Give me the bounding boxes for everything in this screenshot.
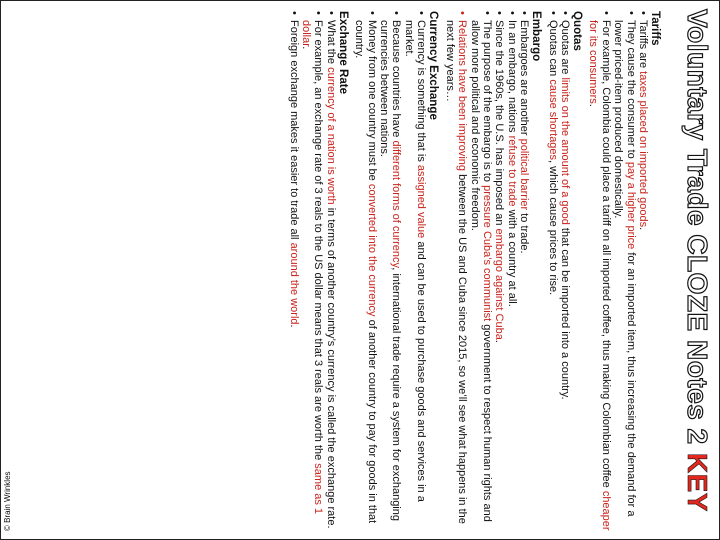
cloze-answer: currency of a nation is worth <box>324 67 337 205</box>
cloze-answer: cause shortages <box>546 79 559 161</box>
note-text: Quotas are <box>558 20 571 78</box>
note-text: to trade. <box>518 210 531 254</box>
bullet-item <box>287 11 299 533</box>
cloze-answer: pay a higher price <box>624 161 637 250</box>
bullet-item <box>546 11 558 533</box>
note-text: Embargoes are another <box>518 20 531 139</box>
bullet-item <box>505 11 517 533</box>
cloze-answer: different forms of currency <box>390 140 403 268</box>
bullet-item <box>493 11 505 533</box>
title-text: Voluntary Trade CLOZE Notes 2 <box>682 9 713 453</box>
rotated-slide-content <box>1 1 720 540</box>
bullet-item <box>324 11 336 533</box>
note-text: . <box>287 324 300 328</box>
note-text: of another country to pay for goods in that country. <box>353 20 378 524</box>
note-text: What the <box>324 20 337 68</box>
cloze-answer: cheaper for its consumers <box>587 20 612 531</box>
note-text: in terms of another country’s currency is called the exchange rate. <box>324 204 337 529</box>
cloze-answer: limits on the amount of a good <box>558 77 571 225</box>
note-text: . <box>587 103 600 107</box>
section-tariffs <box>587 11 662 533</box>
note-text: Tariffs are <box>637 20 649 72</box>
note-text: . <box>637 227 649 231</box>
cloze-answer: same as 1 dollar <box>300 20 325 515</box>
note-text: The purpose of the embargo is to <box>480 20 493 186</box>
section-currency-exchange <box>353 11 440 533</box>
bullet-item <box>559 11 571 533</box>
note-text: Foreign exchange makes it easier to trade all <box>287 20 300 243</box>
bullet-item <box>403 11 428 533</box>
note-text: that can be imported into a country. <box>558 224 571 400</box>
section-exchange-rate <box>287 11 350 533</box>
bullet-item <box>443 11 468 533</box>
cloze-answer: assigned value <box>415 164 428 239</box>
section-heading: Currency Exchange <box>427 11 441 120</box>
section-heading: Embargo <box>530 11 544 62</box>
title-key: KEY <box>682 452 713 512</box>
note-text: with a country at all. <box>505 206 518 307</box>
cloze-answer: converted into the currency <box>365 183 378 317</box>
note-text: . <box>300 46 313 50</box>
slide-title <box>679 9 715 539</box>
bullet-item <box>353 11 378 533</box>
copyright-text: © Brain Wrinkles <box>3 471 12 531</box>
section-quotas <box>546 11 584 533</box>
note-text: for an imported item, thus increasing the demand for a lower priced-item produced domestically. <box>612 20 637 517</box>
cloze-answer: embargo against Cuba <box>493 228 506 340</box>
cloze-answer: refuse to trade <box>505 135 518 207</box>
cloze-answer: pressure Cuba’s communist <box>480 185 493 322</box>
note-text: Since the 1960s, the U.S. has imposed an <box>493 20 506 229</box>
cloze-answer: around the world <box>287 242 300 325</box>
note-text: For example, Colombia could place a tariff on all imported coffee, thus making Colombian coffee <box>599 20 612 491</box>
cloze-answer: Relations have been improving <box>456 20 469 172</box>
bullet-item <box>378 11 403 533</box>
section-heading: Exchange Rate <box>336 11 350 95</box>
section-embargo <box>443 11 543 533</box>
notes-body <box>287 11 665 533</box>
note-text: In an embargo, nations <box>505 20 518 136</box>
bullet-item <box>468 11 493 533</box>
cloze-answer: political barrier <box>518 138 531 211</box>
note-text: Money from one country must be <box>365 20 378 184</box>
bullet-item <box>518 11 530 533</box>
note-text: , international trade require a system for exchanging currencies between nations. <box>378 20 403 521</box>
section-heading: Quotas <box>570 11 584 51</box>
note-text: Because countries have <box>390 20 403 141</box>
note-text: Currency is something that is <box>415 20 428 165</box>
cloze-answer: taxes placed on imported goods <box>637 71 649 228</box>
section-heading: Tariffs <box>649 11 662 46</box>
note-text: government to respect human rights and allow more political and economic freedom. <box>468 20 493 522</box>
bullet-item <box>587 11 612 533</box>
note-text: Quotas can <box>546 20 559 80</box>
note-text: For example, an exchange rate of 3 reals to the US dollar means that 3 reals are worth the <box>312 20 325 464</box>
note-text: They cause the consumer to <box>624 20 637 162</box>
note-text: and can be used to purchase goods and services in a market. <box>402 20 428 502</box>
note-text: between the US and Cuba since 2015, so we’ll see what happens in the next few years… <box>443 20 469 524</box>
bullet-item <box>637 11 649 533</box>
note-text: , which cause prices to rise. <box>546 160 559 296</box>
bullet-item <box>300 11 325 533</box>
note-text: . <box>493 339 506 343</box>
bullet-item <box>612 11 637 533</box>
